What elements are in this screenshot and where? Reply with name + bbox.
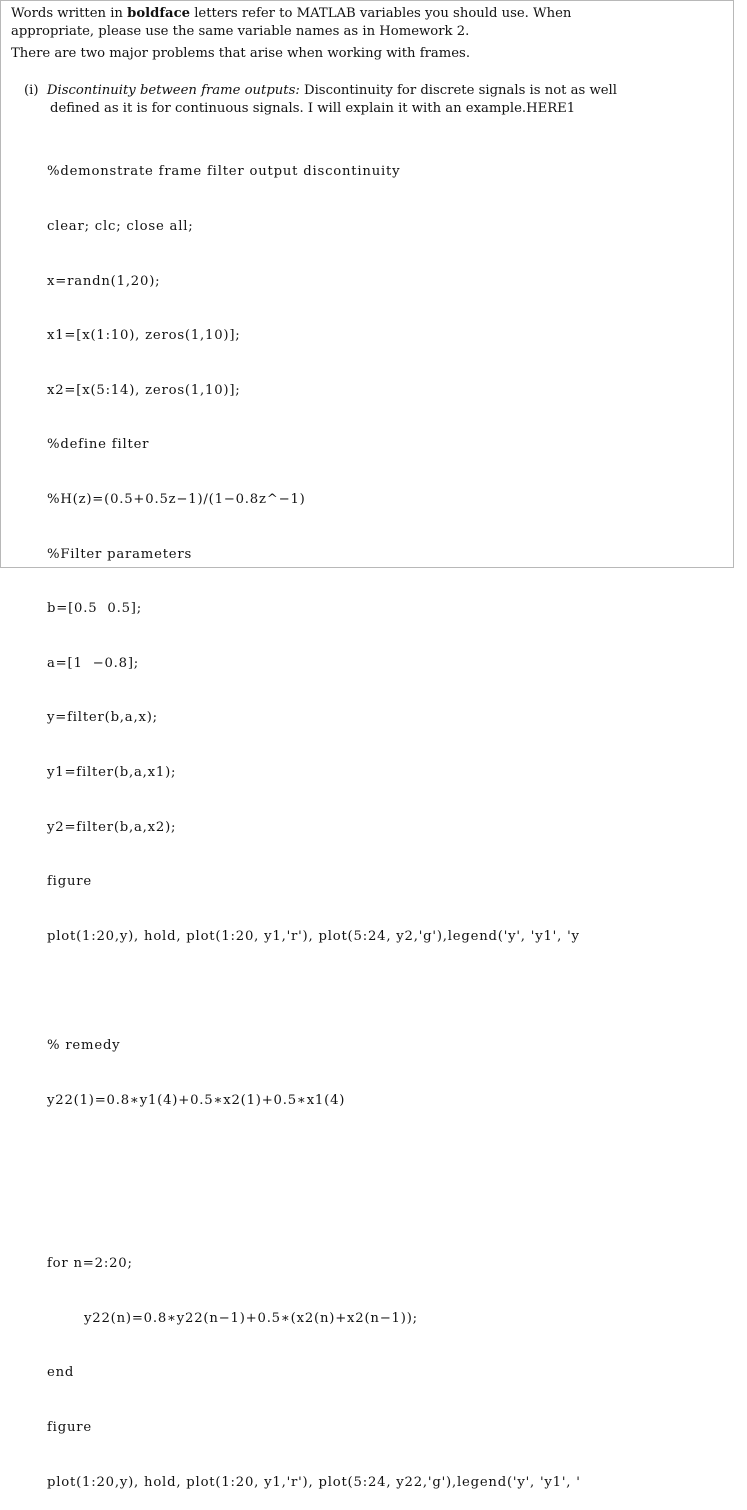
code-line: y2=filter(b,a,x2); xyxy=(47,819,177,835)
intro-text-end: letters refer to MATLAB variables you should use. When appropriate, please use the same variable names as in Homework 2. xyxy=(11,6,572,39)
list-item-1-text xyxy=(24,82,664,118)
code-line: end xyxy=(47,1365,75,1381)
code-blank-line xyxy=(47,1201,747,1219)
list-item-1 xyxy=(24,82,664,118)
intro-paragraph xyxy=(11,5,651,41)
code-line: %H(z)=(0.5+0.5z−1)/(1−0.8z^−1) xyxy=(47,491,306,507)
intro-bold-word: boldface xyxy=(127,6,190,21)
code-line: x=randn(1,20); xyxy=(47,273,161,289)
code-line: plot(1:20,y), hold, plot(1:20, y1,'r'), plot(5:24, y2,'g'),legend('y', 'y1', 'y xyxy=(47,928,580,944)
problems-paragraph: There are two major problems that arise when working with frames. xyxy=(11,46,471,61)
code-line: b=[0.5 0.5]; xyxy=(47,601,142,617)
code-line: clear; clc; close all; xyxy=(47,219,194,234)
code-line: x2=[x(5:14), zeros(1,10)]; xyxy=(47,382,241,398)
code-line: y22(1)=0.8∗y1(4)+0.5∗x2(1)+0.5∗x1(4) xyxy=(47,1092,346,1108)
code-blank-line xyxy=(47,1146,747,1164)
code-line: %Filter parameters xyxy=(47,546,193,562)
code-line: figure xyxy=(47,1420,92,1436)
code-line: y1=filter(b,a,x1); xyxy=(47,764,177,780)
code-line: y=filter(b,a,x); xyxy=(47,710,158,726)
code-line: y22(n)=0.8∗y22(n−1)+0.5∗(x2(n)+x2(n−1)); xyxy=(84,1310,418,1326)
code-block xyxy=(47,127,747,1510)
code-line: x1=[x(1:10), zeros(1,10)]; xyxy=(47,328,241,344)
code-line: %define filter xyxy=(47,437,150,453)
code-line: a=[1 −0.8]; xyxy=(47,655,140,671)
code-line: plot(1:20,y), hold, plot(1:20, y1,'r'), plot(5:24, y22,'g'),legend('y', 'y1', ' xyxy=(47,1474,581,1490)
code-blank-line xyxy=(47,982,747,1000)
code-line: %demonstrate frame filter output discontinuity xyxy=(47,164,401,180)
list-item-marker: (i) xyxy=(24,83,39,98)
intro-text-start: Words written in xyxy=(11,6,128,21)
list-item-title: Discontinuity between frame outputs: xyxy=(46,83,300,98)
code-line: % remedy xyxy=(47,1037,121,1053)
code-line: figure xyxy=(47,874,92,890)
list-item-body: Discontinuity for discrete signals is not as well defined as it is for continuous signals. I will explain it with an example.HERE1 xyxy=(50,83,617,116)
code-line: for n=2:20; xyxy=(47,1256,133,1272)
